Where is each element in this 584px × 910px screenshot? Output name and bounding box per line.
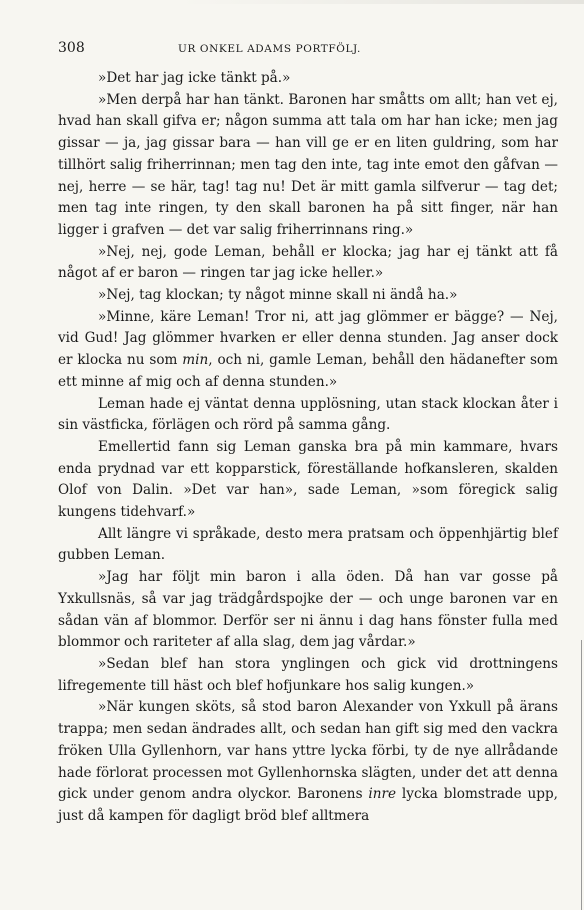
paragraph-4: »Nej, tag klockan; ty något minne skall ni ändå ha.» xyxy=(98,287,458,304)
book-page xyxy=(58,40,558,828)
paragraph-3: »Nej, nej, gode Leman, behåll er klocka; jag har ej tänkt att få något af er baron — ringen tar jag icke heller.» xyxy=(58,243,558,282)
paragraph-2: »Men derpå har han tänkt. Baronen har småtts om allt; han vet ej, hvad han skall gifva er; någon summa att tala om har han icke; men jag gissar — ja, jag gissar bara — han vill ge er en liten guldring, som har tillhört salig friherrinnan; men tag den inte, tag inte emot den gåfvan — nej, herre — se här, tag! tag nu! Det är mitt gamla silfverur — tag det; men tag inte ringen, ty den skall baronen ha på sitt finger, när han ligger i grafven — det var salig friherrinnans ring.» xyxy=(58,91,558,238)
paragraph-11-emphasis: inre xyxy=(368,786,397,803)
paragraph-11 xyxy=(58,697,558,827)
paragraph-5 xyxy=(58,307,558,394)
page-header xyxy=(58,40,558,64)
page-edge-line xyxy=(581,640,582,910)
paragraph-5-before: »Minne, käre Leman! Tror ni, att jag glömmer er bägge? — Nej, vid Gud! Jag glömmer hvarken er eller denna stunden. Jag anser dock er klocka nu som xyxy=(58,308,558,369)
paragraph-7: Emellertid fann sig Leman ganska bra på min kammare, hvars enda prydnad var ett kopparstick, föreställande hofkansleren, skalden Olof von Dalin. »Det var han», sade Leman, »som föregick salig kungens tidehvarf.» xyxy=(58,438,558,521)
paragraph-6: Leman hade ej väntat denna upplösning, utan stack klockan åter i sin västficka, förlägen och rörd på samma gång. xyxy=(58,395,558,434)
running-title: UR ONKEL ADAMS PORTFÖLJ. xyxy=(178,43,361,55)
paragraph-5-after: , och ni, gamle Leman, behåll den hädanefter som ett minne af mig och af denna stunden.» xyxy=(58,352,558,390)
paragraph-5-emphasis: min xyxy=(182,352,209,369)
paragraph-11-before: »När kungen sköts, så stod baron Alexander von Yxkull på ärans trappa; men sedan ändrades allt, och sedan han gift sig med den vackra fröken Ulla Gyllenhorn, var hans yttre lycka förbi, ty de nye allrådande hade förlorat processen mot Gyllenhornska slägten, under det att denna gick under genom andra olyckor. Baronens xyxy=(58,699,558,803)
page-edge-shadow xyxy=(180,0,584,4)
body-text xyxy=(58,68,558,828)
paragraph-10: »Sedan blef han stora ynglingen och gick vid drottningens lifregemente till häst och blef hofjunkare hos salig kungen.» xyxy=(58,655,558,694)
paragraph-11-after: lycka blomstrade upp, just då kampen för dagligt bröd blef alltmera xyxy=(58,786,558,824)
paragraph-9: »Jag har följt min baron i alla öden. Då han var gosse på Yxkullsnäs, så var jag trädgårdspojke der — och unge baronen var en sådan vän af blommor. Derför ser ni ännu i dag hans fönster fulla med blommor och rariteter af alla slag, dem jag vårdar.» xyxy=(58,569,558,651)
paragraph-8: Allt längre vi språkade, desto mera pratsam och öppenhjärtig blef gubben Leman. xyxy=(58,525,558,564)
page-number: 308 xyxy=(58,40,85,56)
paragraph-1: »Det har jag icke tänkt på.» xyxy=(98,70,291,86)
